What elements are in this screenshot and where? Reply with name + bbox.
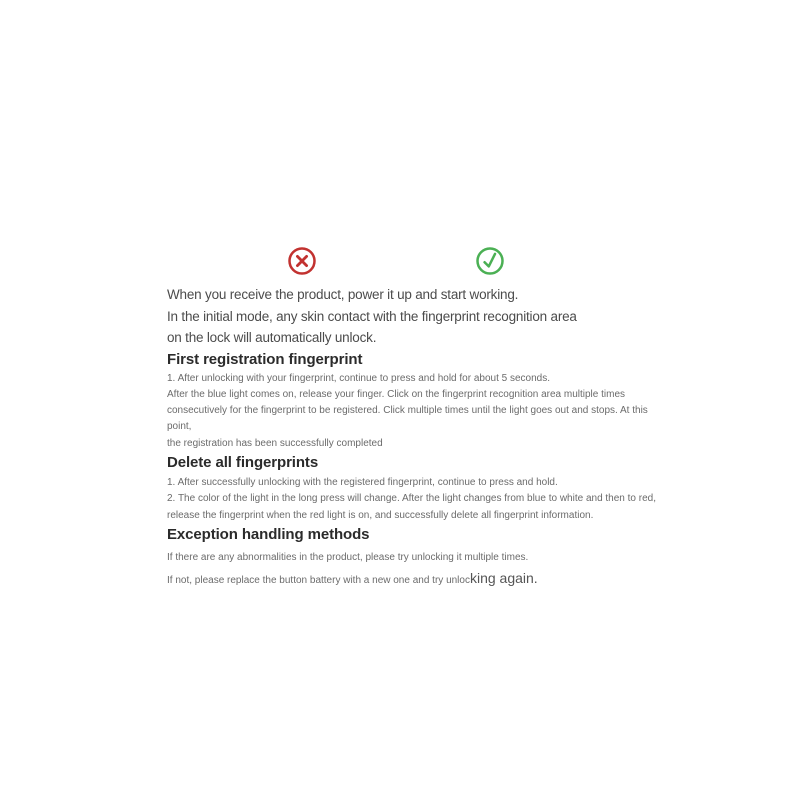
success-check-glyph [485,254,495,266]
body-line: release the fingerprint when the red light is on, and successfully delete all fingerprint information. [167,509,594,521]
section-title-first-registration: First registration fingerprint [167,350,363,368]
section-body-first-registration [167,371,667,452]
success-circle-outline [478,249,503,274]
intro-paragraph [167,284,667,349]
section-body-delete-fingerprints [167,475,667,524]
status-icon-row [167,244,667,276]
section-title-delete-fingerprints: Delete all fingerprints [167,453,319,471]
body-line: 1. After unlocking with your fingerprint, continue to press and hold for about 5 seconds. [167,372,551,384]
body-line-small-text: If not, please replace the button battery with a new one and try unloc [167,575,470,587]
body-line: 1. After successfully unlocking with the registered fingerprint, continue to press and hold. [167,476,558,488]
body-line: If there are any abnormalities in the product, please try unlocking it multiple times. [167,551,529,563]
intro-line: In the initial mode, any skin contact with the fingerprint recognition area [167,308,577,324]
body-line-mixed-size [167,568,667,592]
body-line-large-text: king again. [469,570,538,587]
intro-line: on the lock will automatically unlock. [167,330,377,345]
body-line: the registration has been successfully completed [167,437,383,449]
error-cross-circle-icon [287,246,317,276]
section-body-exception-handling [167,547,667,592]
body-line: 2. The color of the light in the long press will change. After the light changes from blue to white and then to red, [167,493,656,505]
success-check-circle-icon [475,246,505,276]
body-line: consecutively for the fingerprint to be registered. Click multiple times until the light goes out and stops. At this point, [167,405,648,433]
instruction-document [167,244,667,592]
section-title-exception-handling: Exception handling methods [167,525,370,543]
intro-line: When you receive the product, power it up and start working. [167,287,519,302]
error-cross-glyph [297,256,306,265]
body-line: After the blue light comes on, release your finger. Click on the fingerprint recognition area multiple times [167,388,626,400]
